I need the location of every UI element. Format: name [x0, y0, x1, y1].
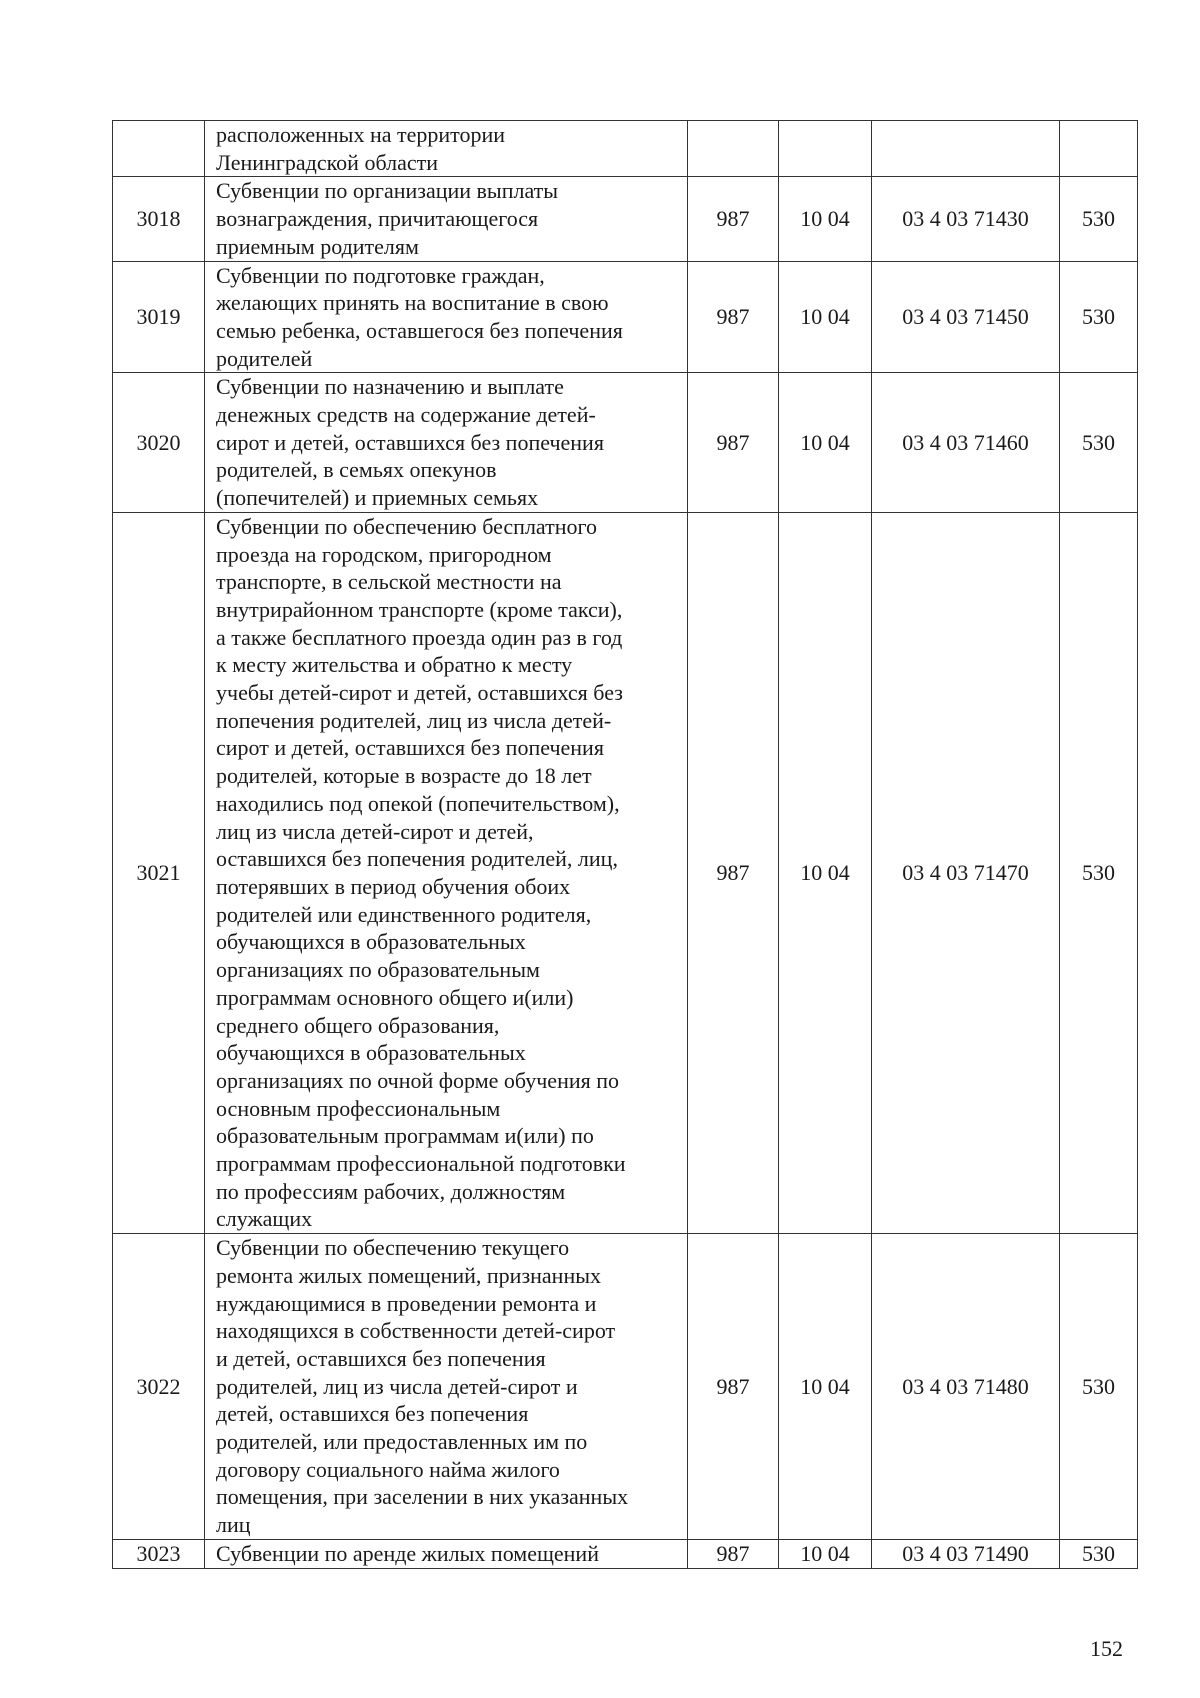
description-line: внутрирайонном транспорте (кроме такси),	[216, 596, 623, 622]
row-target-article-cell	[872, 121, 1060, 177]
row-code-cell: 3019	[113, 261, 205, 373]
row-description-cell	[205, 1234, 688, 1540]
row-code-cell: 3021	[113, 512, 205, 1233]
row-code-cell: 3023	[113, 1539, 205, 1568]
row-description-cell	[205, 121, 688, 177]
row-section-cell: 10 04	[779, 512, 872, 1233]
description-line: транспорте, в сельской местности на	[216, 569, 562, 595]
description-line: желающих принять на воспитание в свою	[216, 290, 609, 316]
row-grbs-cell: 987	[688, 373, 779, 513]
description-line: обучающихся в образовательных	[216, 929, 526, 955]
description-line: приемным родителям	[216, 233, 419, 259]
row-expense-type-cell: 530	[1060, 261, 1138, 373]
budget-table	[112, 120, 1138, 1569]
description-line: семью ребенка, оставшегося без попечения	[216, 317, 623, 343]
row-expense-type-cell: 530	[1060, 1234, 1138, 1540]
row-description-cell	[205, 261, 688, 373]
row-target-article-cell: 03 4 03 71450	[872, 261, 1060, 373]
description-line: родителей, или предоставленных им по	[216, 1429, 588, 1455]
description-line: а также бесплатного проезда один раз в год	[216, 624, 623, 650]
description-line: (попечителей) и приемных семьях	[216, 485, 539, 511]
description-line: организациях по очной форме обучения по	[216, 1067, 620, 1093]
row-expense-type-cell	[1060, 121, 1138, 177]
table-row	[113, 373, 1138, 513]
description-line: договору социального найма жилого	[216, 1456, 560, 1482]
description-line: программам профессиональной подготовки	[216, 1151, 626, 1177]
description-line: лиц	[216, 1512, 251, 1538]
row-section-cell: 10 04	[779, 177, 872, 261]
row-code-cell: 3018	[113, 177, 205, 261]
row-expense-type-cell: 530	[1060, 1539, 1138, 1568]
description-line: среднего общего образования,	[216, 1012, 500, 1038]
row-target-article-cell: 03 4 03 71430	[872, 177, 1060, 261]
row-expense-type-cell: 530	[1060, 512, 1138, 1233]
row-target-article-cell: 03 4 03 71490	[872, 1539, 1060, 1568]
description-line: детей, оставшихся без попечения	[216, 1401, 529, 1427]
description-line: программам основного общего и(или)	[216, 984, 574, 1010]
description-line: основным профессиональным	[216, 1095, 501, 1121]
description-line: Ленинградской области	[216, 149, 438, 175]
description-line: оставшихся без попечения родителей, лиц,	[216, 846, 618, 872]
row-section-cell	[779, 121, 872, 177]
description-line: родителей, лиц из числа детей-сирот и	[216, 1373, 578, 1399]
row-description-cell	[205, 373, 688, 513]
description-line: и детей, оставшихся без попечения	[216, 1345, 546, 1371]
row-code-cell: 3020	[113, 373, 205, 513]
description-line: Субвенции по организации выплаты	[216, 178, 559, 204]
description-line: обучающихся в образовательных	[216, 1040, 526, 1066]
row-grbs-cell: 987	[688, 512, 779, 1233]
description-line: расположенных на территории	[216, 122, 506, 147]
row-target-article-cell: 03 4 03 71480	[872, 1234, 1060, 1540]
description-line: учебы детей-сирот и детей, оставшихся без	[216, 680, 623, 706]
description-line: родителей, которые в возрасте до 18 лет	[216, 763, 592, 789]
description-line: лиц из числа детей-сирот и детей,	[216, 818, 534, 844]
row-grbs-cell: 987	[688, 1539, 779, 1568]
row-section-cell: 10 04	[779, 261, 872, 373]
row-section-cell: 10 04	[779, 373, 872, 513]
description-line: Субвенции по обеспечению бесплатного	[216, 513, 597, 539]
row-grbs-cell	[688, 121, 779, 177]
description-line: Субвенции по назначению и выплате	[216, 374, 564, 400]
row-expense-type-cell: 530	[1060, 373, 1138, 513]
row-section-cell: 10 04	[779, 1539, 872, 1568]
row-code-cell	[113, 121, 205, 177]
row-target-article-cell: 03 4 03 71460	[872, 373, 1060, 513]
table-row	[113, 1234, 1138, 1540]
table-row	[113, 261, 1138, 373]
row-grbs-cell: 987	[688, 177, 779, 261]
page-number: 152	[1090, 1636, 1123, 1661]
description-line: Субвенции по подготовке граждан,	[216, 262, 545, 288]
description-line: нуждающимися в проведении ремонта и	[216, 1290, 597, 1316]
description-line: вознаграждения, причитающегося	[216, 206, 539, 232]
description-line: образовательным программам и(или) по	[216, 1123, 594, 1149]
row-description-cell	[205, 177, 688, 261]
row-description-cell	[205, 512, 688, 1233]
description-line: попечения родителей, лиц из числа детей-	[216, 707, 612, 733]
description-line: находящихся в собственности детей-сирот	[216, 1318, 616, 1344]
table-row	[113, 177, 1138, 261]
budget-table-body	[113, 121, 1138, 1569]
row-grbs-cell: 987	[688, 1234, 779, 1540]
description-line: сирот и детей, оставшихся без попечения	[216, 735, 604, 761]
description-line: организациях по образовательным	[216, 957, 540, 983]
row-code-cell: 3022	[113, 1234, 205, 1540]
description-line: служащих	[216, 1206, 313, 1232]
description-line: ремонта жилых помещений, признанных	[216, 1262, 602, 1288]
row-description-cell	[205, 1539, 688, 1568]
description-line: находились под опекой (попечительством),	[216, 790, 620, 816]
table-row	[113, 512, 1138, 1233]
description-line: проезда на городском, пригородном	[216, 541, 552, 567]
description-line: родителей	[216, 345, 313, 371]
description-line: родителей или единственного родителя,	[216, 901, 592, 927]
row-section-cell: 10 04	[779, 1234, 872, 1540]
row-expense-type-cell: 530	[1060, 177, 1138, 261]
description-line: денежных средств на содержание детей-	[216, 402, 596, 428]
table-row	[113, 1539, 1138, 1568]
table-row	[113, 121, 1138, 177]
description-line: по профессиям рабочих, должностям	[216, 1178, 566, 1204]
row-grbs-cell: 987	[688, 261, 779, 373]
description-line: к месту жительства и обратно к месту	[216, 652, 573, 678]
description-line: Субвенции по аренде жилых помещений	[216, 1540, 599, 1566]
description-line: родителей, в семьях опекунов	[216, 457, 497, 483]
row-target-article-cell: 03 4 03 71470	[872, 512, 1060, 1233]
description-line: Субвенции по обеспечению текущего	[216, 1235, 570, 1261]
description-line: потерявших в период обучения обоих	[216, 873, 571, 899]
description-line: помещения, при заселении в них указанных	[216, 1484, 629, 1510]
description-line: сирот и детей, оставшихся без попечения	[216, 429, 604, 455]
